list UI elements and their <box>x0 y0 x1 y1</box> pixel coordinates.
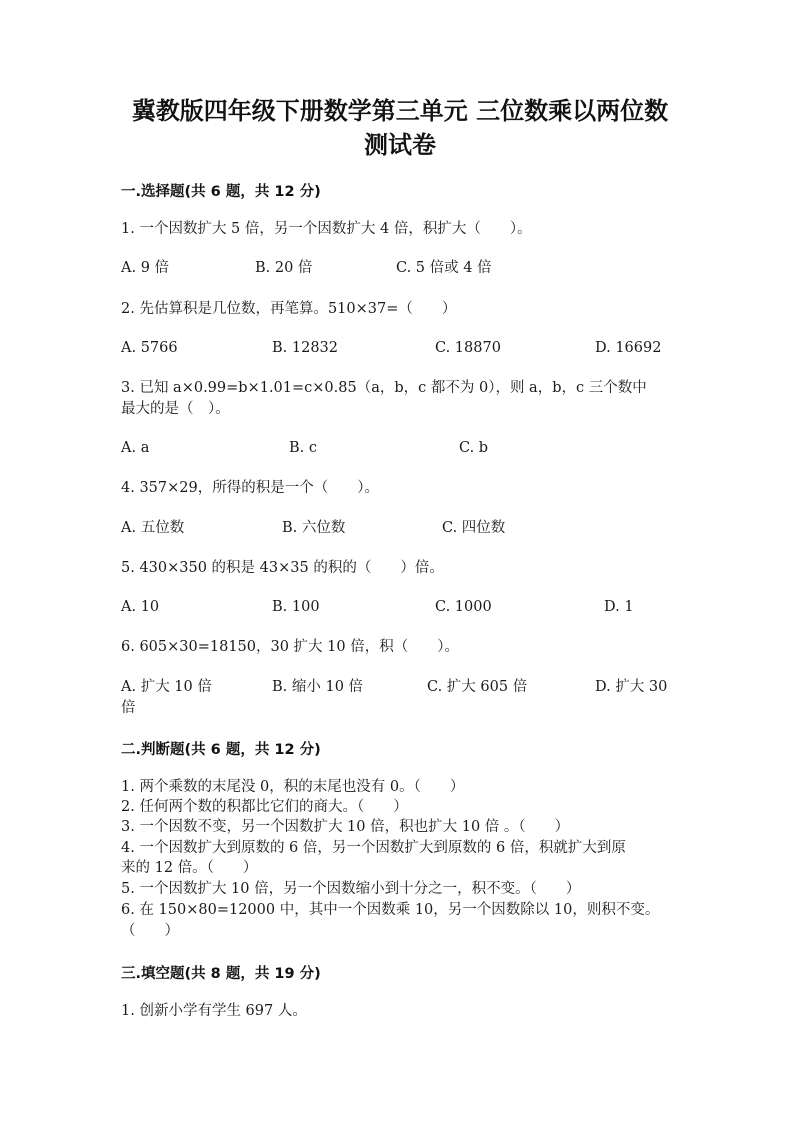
option-b: B. 六位数 <box>282 520 346 536</box>
option-a: A. a <box>121 440 150 456</box>
option-c: C. 1000 <box>435 599 492 615</box>
judge-line: 4. 一个因数扩大到原数的 6 倍，另一个因数扩大到原数的 6 倍，积就扩大到原 <box>121 840 626 856</box>
option-d: D. 1 <box>604 599 634 615</box>
option-a: A. 扩大 10 倍 <box>121 679 212 695</box>
page-title-line2: 测试卷 <box>364 131 436 159</box>
option-d: D. 扩大 30 <box>595 679 668 695</box>
option-b: B. 12832 <box>272 340 339 356</box>
option-a: A. 五位数 <box>121 520 185 536</box>
option-c: C. 四位数 <box>442 520 506 536</box>
page-title-line1: 冀教版四年级下册数学第三单元 三位数乘以两位数 <box>131 97 669 125</box>
question-stem: 6. 605×30=18150，30 扩大 10 倍，积（ ）。 <box>121 639 459 655</box>
question-stem: 2. 先估算积是几位数，再笔算。510×37=（ ） <box>121 301 457 317</box>
question-stem: 3. 已知 a×0.99=b×1.01=c×0.85（a，b，c 都不为 0），则 a，b，c 三个数中 <box>121 380 647 396</box>
option-b: B. 100 <box>272 599 320 615</box>
judge-line: 6. 在 150×80=12000 中，其中一个因数乘 10，另一个因数除以 10，则积不变。 <box>121 902 660 918</box>
option-c: C. 5 倍或 4 倍 <box>396 260 492 276</box>
option-a: A. 5766 <box>121 340 178 356</box>
judge-line: 5. 一个因数扩大 10 倍，另一个因数缩小到十分之一，积不变。（ ） <box>121 881 581 897</box>
question-stem: 4. 357×29，所得的积是一个（ ）。 <box>121 480 379 496</box>
judge-line: （ ） <box>121 923 179 939</box>
section-heading-choice: 一.选择题(共 6 题，共 12 分) <box>121 184 321 200</box>
question-stem: 1. 一个因数扩大 5 倍，另一个因数扩大 4 倍，积扩大（ ）。 <box>121 221 532 237</box>
option-b: B. 20 倍 <box>255 260 313 276</box>
judge-line: 来的 12 倍。（ ） <box>121 860 258 876</box>
option-a: A. 10 <box>121 599 160 615</box>
option-d-wrap: 倍 <box>121 700 136 716</box>
option-c: C. b <box>459 440 489 456</box>
section-heading-fill: 三.填空题(共 8 题，共 19 分) <box>121 966 321 982</box>
option-b: B. c <box>289 440 317 456</box>
judge-line: 2. 任何两个数的积都比它们的商大。（ ） <box>121 799 408 815</box>
judge-line: 1. 两个乘数的末尾没 0，积的末尾也没有 0。（ ） <box>121 779 465 795</box>
question-stem-continued: 最大的是（ ）。 <box>121 401 230 417</box>
fill-line: 1. 创新小学有学生 697 人。 <box>121 1003 307 1019</box>
section-heading-judge: 二.判断题(共 6 题，共 12 分) <box>121 742 321 758</box>
judge-line: 3. 一个因数不变，另一个因数扩大 10 倍，积也扩大 10 倍 。（ ） <box>121 819 570 835</box>
option-d: D. 16692 <box>595 340 662 356</box>
option-b: B. 缩小 10 倍 <box>272 679 364 695</box>
option-c: C. 18870 <box>435 340 501 356</box>
option-a: A. 9 倍 <box>121 260 170 276</box>
option-c: C. 扩大 605 倍 <box>427 679 528 695</box>
question-stem: 5. 430×350 的积是 43×35 的积的（ ）倍。 <box>121 560 444 576</box>
